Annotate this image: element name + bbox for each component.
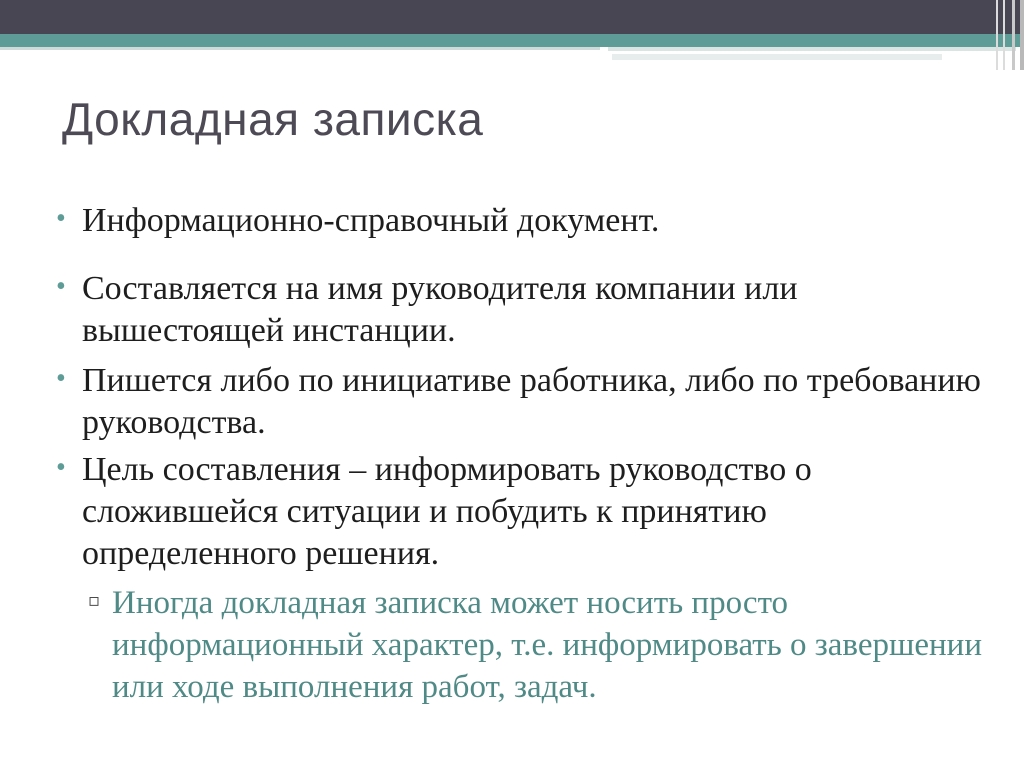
bullet-text: Информационно-справочный документ.: [82, 202, 660, 239]
slide-title: Докладная записка: [62, 93, 484, 145]
sub-bullet-marker: ▫: [88, 590, 101, 611]
bullet-marker: •: [56, 271, 66, 302]
bullet-text: Составляется на имя руководителя компании или вышестоящей инстанции.: [82, 270, 798, 349]
bullet-marker: •: [56, 363, 66, 394]
bullet-marker: •: [56, 203, 66, 234]
bullet-text: Цель составления – информировать руководство о сложившейся ситуации и побудить к принятию определенного решения.: [82, 451, 812, 572]
bullet-text: Пишется либо по инициативе работника, либо по требованию руководства.: [82, 362, 981, 441]
sub-bullet-text: Иногда докладная записка может носить просто информационный характер, т.е. информировать о завершении или ходе выполнения работ, задач.: [112, 585, 983, 705]
bullet-marker: •: [56, 452, 66, 483]
